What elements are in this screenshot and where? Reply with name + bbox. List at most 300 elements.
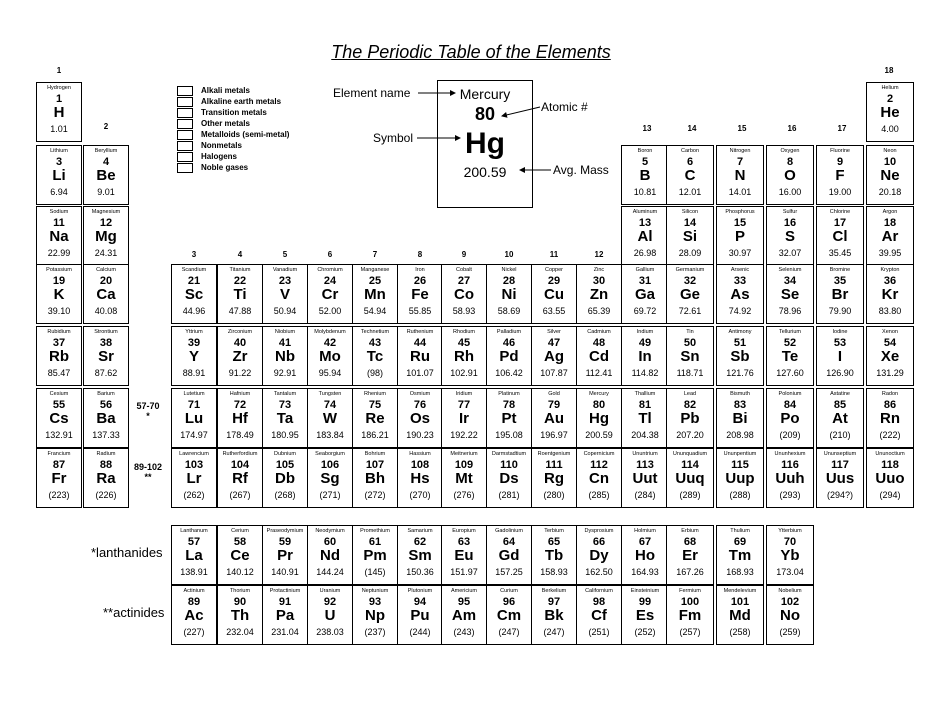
key-element-name-label: Element name — [333, 86, 411, 100]
element-cell-gd — [486, 525, 532, 585]
element-name: Lithium — [50, 148, 68, 154]
actinide-range: 89-102 — [133, 462, 163, 472]
element-cell-ne — [866, 145, 914, 205]
element-sym: Li — [52, 167, 66, 184]
lanthanide-mark: * — [146, 411, 150, 421]
element-num: 50 — [683, 337, 697, 349]
element-name: Erbium — [681, 528, 699, 534]
element-sym: Pd — [499, 348, 519, 365]
key-example-symbol: Hg — [465, 127, 505, 160]
element-name: Silicon — [681, 209, 699, 215]
element-cell-fm — [666, 585, 714, 645]
element-name: Tin — [686, 329, 694, 335]
element-sym: Hs — [410, 470, 430, 487]
element-cell-nb — [262, 326, 308, 386]
element-name: Meitnerium — [450, 451, 478, 457]
element-cell-mo — [307, 326, 353, 386]
element-mass: (251) — [588, 627, 610, 637]
element-sym: Ga — [634, 286, 655, 303]
element-num: 54 — [883, 337, 897, 349]
element-mass: (222) — [879, 430, 901, 440]
element-cell-xe — [866, 326, 914, 386]
element-mass: 79.90 — [828, 306, 852, 316]
element-name: Neon — [883, 148, 897, 154]
element-num: 116 — [781, 459, 799, 471]
element-num: 107 — [365, 459, 385, 471]
element-sym: Cr — [321, 286, 339, 303]
element-num: 115 — [731, 459, 749, 471]
element-num: 82 — [683, 399, 697, 411]
element-name: Polonium — [778, 391, 802, 397]
element-sym: Pu — [410, 607, 430, 624]
page-title: The Periodic Table of the Elements — [331, 42, 611, 62]
element-num: 30 — [592, 275, 606, 287]
element-sym: Pa — [275, 607, 295, 624]
element-sym: Kr — [881, 286, 899, 303]
element-sym: Zr — [232, 348, 248, 365]
element-name: Nitrogen — [729, 148, 751, 154]
element-cell-v — [262, 264, 308, 324]
element-name: Dubnium — [273, 451, 296, 457]
element-num: 64 — [502, 536, 516, 548]
element-sym: Cd — [589, 348, 609, 365]
element-name: Mendelevium — [723, 588, 757, 594]
element-cell-p — [716, 206, 764, 266]
element-mass: (281) — [498, 490, 520, 500]
element-mass: 88.91 — [182, 368, 206, 378]
element-sym: Sm — [408, 547, 432, 564]
element-name: Molybdenum — [314, 329, 346, 335]
element-name: Gold — [548, 391, 560, 397]
element-cell-ta — [262, 388, 308, 448]
element-cell-cn — [576, 448, 622, 508]
element-num: 70 — [783, 536, 797, 548]
element-sym: Cs — [49, 410, 69, 427]
element-cell-b — [621, 145, 669, 205]
element-sym: Mg — [95, 228, 117, 245]
element-cell-co — [441, 264, 487, 324]
element-name: Einsteinium — [630, 588, 660, 594]
element-cell-pd — [486, 326, 532, 386]
element-mass: (98) — [366, 368, 383, 378]
element-name: Titanium — [229, 267, 251, 273]
element-name: Rhodium — [452, 329, 475, 335]
element-num: 1 — [55, 93, 63, 105]
legend-label: Alkaline earth metals — [201, 97, 282, 106]
element-sym: H — [53, 104, 65, 121]
element-cell-os — [397, 388, 443, 448]
element-name: Tantalum — [273, 391, 297, 397]
element-num: 11 — [53, 217, 65, 229]
element-name: Ununquadium — [672, 451, 708, 457]
element-cell-hs — [397, 448, 443, 508]
group-header-16: 16 — [787, 124, 797, 133]
element-sym: Cn — [589, 470, 609, 487]
element-sym: P — [734, 228, 745, 245]
element-sym: Br — [831, 286, 849, 303]
element-mass: 183.84 — [316, 430, 344, 440]
element-sym: Po — [780, 410, 800, 427]
element-sym: S — [784, 228, 795, 245]
element-sym: Ru — [410, 348, 430, 365]
element-cell-mt — [441, 448, 487, 508]
element-cell-hg — [576, 388, 622, 448]
element-sym: Sn — [680, 348, 700, 365]
group-header-13: 13 — [642, 124, 652, 133]
group-header-10: 10 — [504, 250, 514, 259]
element-cell-ir — [441, 388, 487, 448]
element-sym: Np — [365, 607, 385, 624]
group-header-1: 1 — [56, 66, 62, 75]
element-mass: 173.04 — [776, 567, 804, 577]
group-header-17: 17 — [837, 124, 847, 133]
element-cell-kr — [866, 264, 914, 324]
element-name: Radon — [881, 391, 899, 397]
element-num: 81 — [638, 399, 652, 411]
element-name: Indium — [636, 329, 654, 335]
element-mass: 231.04 — [271, 627, 299, 637]
element-sym: La — [185, 547, 203, 564]
element-cell-as — [716, 264, 764, 324]
element-name: Strontium — [94, 329, 118, 335]
element-sym: Mo — [319, 348, 341, 365]
element-name: Tungsten — [318, 391, 342, 397]
element-sym: Os — [409, 410, 430, 427]
element-name: Helium — [881, 85, 899, 91]
element-num: 7 — [736, 156, 744, 168]
element-sym: Ta — [276, 410, 294, 427]
element-cell-nd — [307, 525, 353, 585]
element-cell-pa — [262, 585, 308, 645]
element-num: 95 — [457, 596, 471, 608]
element-sym: Ar — [881, 228, 899, 245]
element-num: 66 — [592, 536, 606, 548]
element-sym: Rb — [49, 348, 69, 365]
element-num: 59 — [278, 536, 292, 548]
element-cell-no — [766, 585, 814, 645]
element-cell-eu — [441, 525, 487, 585]
element-cell-u — [307, 585, 353, 645]
element-cell-ag — [531, 326, 577, 386]
element-mass: 101.07 — [406, 368, 434, 378]
element-name: Ununtrium — [632, 451, 658, 457]
element-num: 67 — [638, 536, 652, 548]
element-name: Terbium — [544, 528, 564, 534]
element-num: 77 — [457, 399, 471, 411]
legend-swatch — [177, 152, 193, 162]
legend-swatch — [177, 141, 193, 151]
element-sym: Pr — [277, 547, 293, 564]
element-mass: (288) — [729, 490, 751, 500]
element-name: Nickel — [501, 267, 517, 273]
element-sym: Bk — [544, 607, 564, 624]
element-sym: Uuh — [775, 470, 805, 487]
element-name: Berkelium — [541, 588, 567, 594]
element-cell-uus — [816, 448, 864, 508]
element-num: 46 — [502, 337, 516, 349]
element-cell-pu — [397, 585, 443, 645]
element-num: 104 — [230, 459, 250, 471]
element-cell-f — [816, 145, 864, 205]
element-num: 40 — [233, 337, 247, 349]
element-sym: C — [684, 167, 696, 184]
element-num: 19 — [52, 275, 66, 287]
element-name: Selenium — [778, 267, 802, 273]
element-cell-tl — [621, 388, 669, 448]
element-num: 111 — [545, 459, 563, 471]
key-example-mass: 200.59 — [463, 164, 507, 180]
element-num: 68 — [683, 536, 697, 548]
element-name: Tellurium — [778, 329, 801, 335]
element-name: Chromium — [317, 267, 343, 273]
element-sym: Es — [635, 607, 655, 624]
element-num: 60 — [323, 536, 337, 548]
element-name: Promethium — [360, 528, 390, 534]
element-num: 74 — [323, 399, 337, 411]
element-mass: 232.04 — [226, 627, 254, 637]
element-num: 2 — [886, 93, 894, 105]
element-mass: 78.96 — [778, 306, 802, 316]
element-mass: 106.42 — [495, 368, 523, 378]
element-mass: 186.21 — [361, 430, 389, 440]
element-mass: (289) — [679, 490, 701, 500]
element-sym: Au — [544, 410, 564, 427]
element-mass: (258) — [729, 627, 751, 637]
element-num: 100 — [680, 596, 700, 608]
element-num: 76 — [413, 399, 427, 411]
element-name: Cadmium — [587, 329, 611, 335]
element-mass: 158.93 — [540, 567, 568, 577]
element-name: Ununseptium — [823, 451, 857, 457]
element-name: Technetium — [360, 329, 390, 335]
element-num: 29 — [547, 275, 561, 287]
element-num: 85 — [833, 399, 847, 411]
element-name: Darmstadtium — [491, 451, 527, 457]
element-name: Fermium — [679, 588, 701, 594]
group-header-8: 8 — [417, 250, 423, 259]
element-num: 4 — [102, 156, 110, 168]
element-cell-mn — [352, 264, 398, 324]
element-mass: 85.47 — [47, 368, 71, 378]
element-cell-pt — [486, 388, 532, 448]
element-name: Scandium — [181, 267, 207, 273]
element-cell-cu — [531, 264, 577, 324]
legend-label: Halogens — [201, 152, 238, 161]
element-num: 92 — [323, 596, 337, 608]
element-sym: Uut — [632, 470, 658, 487]
element-cell-ni — [486, 264, 532, 324]
element-mass: (223) — [48, 490, 70, 500]
element-cell-uuq — [666, 448, 714, 508]
group-header-15: 15 — [737, 124, 747, 133]
element-sym: F — [835, 167, 845, 184]
element-sym: B — [639, 167, 651, 184]
element-mass: (294?) — [826, 490, 853, 500]
element-sym: Hg — [589, 410, 609, 427]
element-num: 61 — [368, 536, 382, 548]
element-sym: Ne — [880, 167, 900, 184]
element-mass: (252) — [634, 627, 656, 637]
legend-label: Alkali metals — [201, 86, 250, 95]
element-num: 99 — [638, 596, 652, 608]
element-sym: N — [734, 167, 746, 184]
element-name: Americium — [451, 588, 477, 594]
element-num: 9 — [836, 156, 844, 168]
element-cell-es — [621, 585, 669, 645]
element-mass: 121.76 — [726, 368, 754, 378]
element-cell-po — [766, 388, 814, 448]
element-num: 88 — [99, 459, 113, 471]
element-name: Iodine — [832, 329, 848, 335]
element-name: Gallium — [635, 267, 655, 273]
legend-swatch — [177, 108, 193, 118]
element-cell-br — [816, 264, 864, 324]
element-name: Hydrogen — [47, 85, 71, 91]
element-name: Ytterbium — [778, 528, 802, 534]
element-sym: At — [832, 410, 848, 427]
element-mass: (237) — [364, 627, 386, 637]
element-num: 103 — [184, 459, 204, 471]
element-cell-bh — [352, 448, 398, 508]
element-sym: Sr — [98, 348, 114, 365]
element-name: Californium — [585, 588, 613, 594]
element-name: Bismuth — [730, 391, 750, 397]
element-mass: 32.07 — [778, 248, 802, 258]
element-mass: 58.69 — [497, 306, 521, 316]
group-header-11: 11 — [549, 250, 559, 259]
element-num: 18 — [883, 217, 897, 229]
element-cell-ds — [486, 448, 532, 508]
element-name: Xenon — [882, 329, 898, 335]
element-cell-s — [766, 206, 814, 266]
element-sym: Nd — [320, 547, 340, 564]
element-mass: 74.92 — [728, 306, 752, 316]
element-mass: 26.98 — [633, 248, 657, 258]
element-num: 37 — [52, 337, 66, 349]
element-mass: 52.00 — [318, 306, 342, 316]
element-mass: 196.97 — [540, 430, 568, 440]
element-cell-y — [171, 326, 217, 386]
element-cell-te — [766, 326, 814, 386]
element-mass: 107.87 — [540, 368, 568, 378]
group-header-9: 9 — [461, 250, 467, 259]
element-sym: Er — [682, 547, 698, 564]
element-name: Europium — [452, 528, 476, 534]
element-name: Barium — [97, 391, 115, 397]
element-sym: Rg — [544, 470, 564, 487]
element-sym: Co — [454, 286, 474, 303]
element-name: Beryllium — [94, 148, 118, 154]
element-cell-se — [766, 264, 814, 324]
element-cell-o — [766, 145, 814, 205]
element-name: Potassium — [46, 267, 72, 273]
element-cell-uuo — [866, 448, 914, 508]
element-mass: 180.95 — [271, 430, 299, 440]
element-sym: Fr — [51, 470, 67, 487]
element-name: Lawrencium — [179, 451, 209, 457]
element-cell-cm — [486, 585, 532, 645]
element-name: Neodymium — [315, 528, 345, 534]
element-cell-er — [666, 525, 714, 585]
element-sym: Ds — [499, 470, 519, 487]
element-name: Plutonium — [407, 588, 433, 594]
element-name: Ununhexium — [774, 451, 806, 457]
legend-label: Noble gases — [201, 163, 249, 172]
element-mass: 20.18 — [878, 187, 902, 197]
element-num: 31 — [638, 275, 652, 287]
element-mass: 140.12 — [226, 567, 254, 577]
element-cell-zr — [217, 326, 263, 386]
legend-label: Nonmetals — [201, 141, 242, 150]
group-header-18: 18 — [884, 66, 894, 75]
element-name: Praseodymium — [266, 528, 304, 534]
element-num: 16 — [783, 217, 797, 229]
element-num: 73 — [278, 399, 292, 411]
element-cell-la — [171, 525, 217, 585]
element-sym: Fe — [411, 286, 429, 303]
legend-label: Other metals — [201, 119, 250, 128]
element-sym: Ca — [96, 286, 116, 303]
element-sym: Ni — [501, 286, 517, 303]
element-num: 24 — [323, 275, 337, 287]
element-num: 79 — [547, 399, 561, 411]
element-name: Aluminum — [632, 209, 658, 215]
element-mass: (267) — [229, 490, 251, 500]
element-sym: Cm — [496, 607, 522, 624]
element-mass: 192.22 — [450, 430, 478, 440]
element-num: 39 — [187, 337, 201, 349]
element-sym: Rh — [454, 348, 474, 365]
element-sym: He — [880, 104, 900, 121]
element-num: 75 — [368, 399, 382, 411]
element-mass: 112.41 — [585, 368, 613, 378]
element-sym: Ag — [544, 348, 564, 365]
element-mass: 208.98 — [726, 430, 754, 440]
element-mass: 6.94 — [50, 187, 68, 197]
element-num: 65 — [547, 536, 561, 548]
element-mass: 238.03 — [316, 627, 344, 637]
element-name: Copper — [544, 267, 564, 273]
element-mass: 10.81 — [633, 187, 657, 197]
element-sym: I — [837, 348, 843, 365]
element-cell-hf — [217, 388, 263, 448]
element-mass: 114.82 — [631, 368, 659, 378]
element-mass: 1.01 — [50, 124, 68, 134]
element-mass: 126.90 — [826, 368, 854, 378]
element-mass: 207.20 — [676, 430, 704, 440]
element-mass: (270) — [409, 490, 431, 500]
element-num: 86 — [883, 399, 897, 411]
element-cell-np — [352, 585, 398, 645]
element-sym: Ra — [96, 470, 116, 487]
element-mass: (293) — [779, 490, 801, 500]
element-num: 83 — [733, 399, 747, 411]
element-num: 96 — [502, 596, 516, 608]
group-header-12: 12 — [594, 250, 604, 259]
element-mass: (227) — [183, 627, 205, 637]
element-num: 57 — [187, 536, 201, 548]
element-name: Boron — [637, 148, 653, 154]
element-num: 55 — [52, 399, 66, 411]
element-num: 69 — [733, 536, 747, 548]
element-num: 113 — [636, 459, 654, 471]
element-cell-sg — [307, 448, 353, 508]
element-num: 6 — [686, 156, 694, 168]
element-name: Oxygen — [780, 148, 800, 154]
element-sym: Fm — [678, 607, 702, 624]
legend-swatch — [177, 86, 193, 96]
element-num: 98 — [592, 596, 606, 608]
